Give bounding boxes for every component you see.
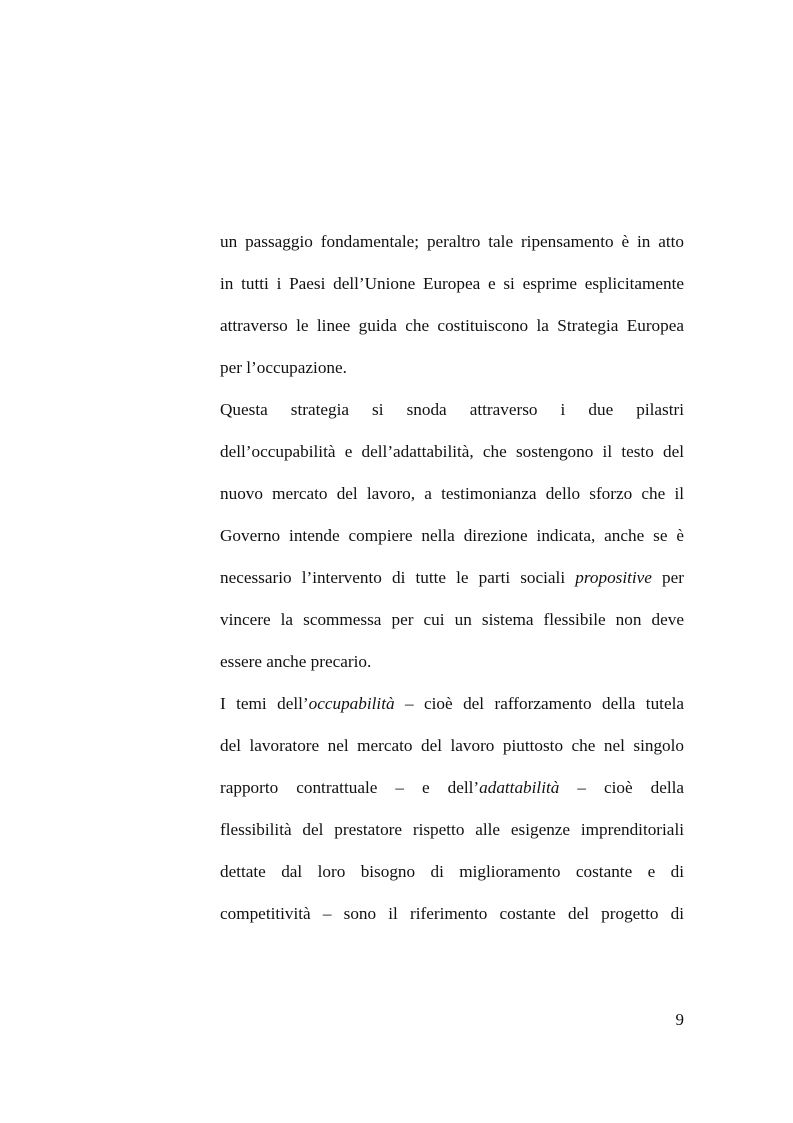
- text-line: essere anche precario.: [220, 652, 372, 671]
- emphasis-adattabilita: adattabilità: [479, 778, 560, 797]
- text-line: un passaggio fondamentale; peraltro tale ripensamento è in atto: [220, 232, 684, 251]
- text-run: – cioè della: [559, 778, 684, 797]
- text-run: per: [651, 568, 684, 587]
- text-line: nuovo mercato del lavoro, a testimonianza dello sforzo che il: [220, 484, 684, 503]
- text-line: del lavoratore nel mercato del lavoro piuttosto che nel singolo: [220, 736, 684, 755]
- text-line: dell’occupabilità e dell’adattabilità, che sostengono il testo del: [220, 442, 684, 461]
- text-line: competitività – sono il riferimento costante del progetto di: [220, 904, 684, 923]
- text-line: attraverso le linee guida che costituiscono la Strategia Europea: [220, 316, 684, 335]
- text-line: [220, 564, 684, 592]
- text-line: [220, 690, 684, 718]
- text-line: Questa strategia si snoda attraverso i due pilastri: [220, 400, 684, 419]
- text-line: flessibilità del prestatore rispetto alle esigenze imprenditoriali: [220, 820, 684, 839]
- text-line: in tutti i Paesi dell’Unione Europea e si esprime esplicitamente: [220, 274, 684, 293]
- text-line: dettate dal loro bisogno di miglioramento costante e di: [220, 862, 684, 881]
- text-line: Governo intende compiere nella direzione indicata, anche se è: [220, 526, 684, 545]
- text-line: [220, 774, 684, 802]
- text-run: rapporto contrattuale – e dell’: [220, 778, 480, 797]
- text-line: vincere la scommessa per cui un sistema flessibile non deve: [220, 610, 684, 629]
- text-run: necessario l’intervento di tutte le parti sociali: [220, 568, 576, 587]
- text-line: per l’occupazione.: [220, 358, 347, 377]
- text-run: – cioè del rafforzamento della tutela: [394, 694, 684, 713]
- emphasis-occupabilita: occupabilità: [308, 694, 395, 713]
- text-run: I temi dell’: [220, 694, 309, 713]
- emphasis-propositive: propositive: [575, 568, 652, 587]
- page-number: 9: [675, 1010, 684, 1029]
